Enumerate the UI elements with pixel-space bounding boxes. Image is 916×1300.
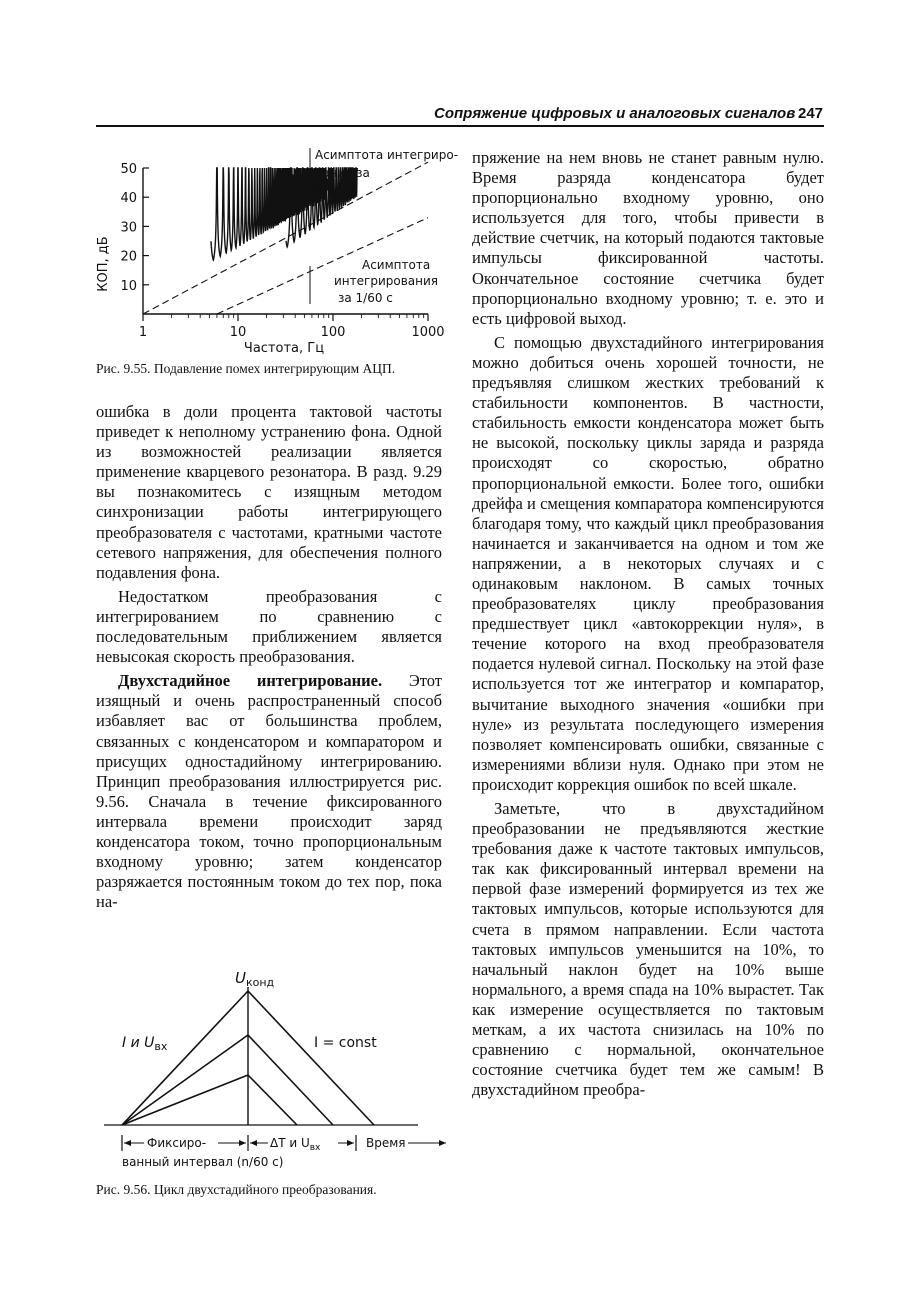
label-fixed-line-1: Фиксиро- (147, 1136, 207, 1150)
x-tick-label: 10 (229, 325, 247, 340)
x-tick-label: 1 (138, 325, 148, 340)
annotation-bottom-line-3: за 1/60 с (338, 291, 393, 305)
discharge-ramp-high (248, 991, 374, 1125)
label-fixed-line-2: ванный интервал (n/60 с) (122, 1155, 284, 1169)
right-column (472, 148, 824, 1100)
label-delta-t: ΔT и $U_{вх}$ (270, 1136, 321, 1153)
left-column (96, 402, 442, 912)
y-axis-label: КОП, дБ (96, 236, 111, 292)
figure-9-55-caption: Рис. 9.55. Подавление помех интегрирующим АЦП. (96, 361, 396, 376)
annotation-top-line-1: Асимптота интегриро- (315, 148, 458, 162)
figure-9-55-chart (88, 138, 458, 360)
running-header-title: Сопряжение цифровых и аналоговых сигналов (434, 105, 796, 122)
discharge-ramp-low (248, 1075, 297, 1125)
section-run-in-heading: Двухстадийное интегрирование. (118, 671, 383, 691)
x-axis-label: Частота, Гц (243, 341, 325, 356)
left-paragraph-3-body: Этот изящный и очень распространенный способ избавляет вас от большинства проблем, связанных с конденсатором и компаратором и присущих одностадийному интегрированию. Принцип преобразования иллюстрируется рис. 9.56. Сначала в течение фиксированного интервала времени происходит заряд конденсатора током, точно пропорциональным входному уровню; затем конденсатор разряжается постоянным током до тех пор, пока на- (96, 671, 442, 912)
annotation-bottom-line-1: Асимптота (362, 258, 431, 272)
y-tick-label: 10 (120, 278, 137, 294)
y-tick-label: 20 (120, 249, 137, 265)
x-ticks (139, 314, 445, 340)
left-paragraph-3 (96, 671, 442, 912)
annotation-bottom-line-2: интегрирования (334, 274, 438, 288)
figure-9-56-caption: Рис. 9.56. Цикл двухстадийного преобразования. (96, 1182, 377, 1197)
label-i-const: I = const (314, 1035, 377, 1051)
charge-ramp-high (122, 991, 248, 1125)
axis-label-u: $U_{конд}$ (235, 969, 275, 989)
right-paragraph-1: пряжение на нем вновь не станет равным нулю. Время разряда конденсатора будет пропорционально входному уровню, оно используется для того, чтобы привести в действие счетчик, на который подаются тактовые импульсы фиксированной частоты. Окончательное состояние счетчика будет пропорционально входному уровню; т. е. это и есть цифровой выход. (472, 148, 824, 328)
left-paragraph-1: ошибка в доли процента тактовой частоты приведет к неполному устранению фона. Одной из возможностей реализации является применение кварцевого резонатора. В разд. 9.29 вы познакомитесь с изящным методом синхронизации работы интегрирующего преобразователя с частотами, кратными частоте сетевого напряжения, для обеспечения полного подавления фона. (96, 402, 442, 582)
y-tick-label: 50 (120, 162, 137, 177)
label-i-and-uin: I и $U_{вх}$ (122, 1035, 168, 1053)
figure-9-56-diagram (100, 955, 460, 1180)
y-tick-label: 30 (120, 220, 137, 236)
annotation-top-line-3: 1/10 с (315, 184, 353, 198)
y-ticks (120, 162, 149, 294)
label-time: Время (366, 1136, 406, 1150)
page-number: 247 (798, 105, 824, 122)
header-rule (96, 125, 824, 127)
right-paragraph-2: С помощью двухстадийного интегрирования можно добиться очень хорошей точности, не предъявляя слишком жестких требований к стабильности компонентов. В частности, стабильность емкости конденсатора может быть не высокой, поскольку циклы заряда и разряда происходят со скоростью, обратно пропорциональной емкости. Более того, ошибки дрейфа и смещения компаратора компенсируются благодаря тому, что каждый цикл преобразования начинается и заканчивается на одном и том же напряжении, а в некоторых случаях и с одинаковым наклоном. В самых точных преобразователях циклу преобразования предшествует цикл «автокоррекции нуля», в течение которого на вход преобразователя подается нулевой сигнал. Поскольку на этой фазе используется тот же интегратор и компаратор, вычитание выходного значения «ошибки при нуле» из результата последующего измерения позволяет компенсировать ошибки, связанные с измерениями вблизи нуля. Однако при этом не происходит коррекция ошибок по всей шкале. (472, 332, 824, 794)
x-tick-label: 1000 (411, 325, 445, 340)
x-tick-label: 100 (320, 325, 346, 340)
y-tick-label: 40 (120, 191, 137, 207)
left-paragraph-2: Недостатком преобразования с интегрированием по сравнению с последовательным приближением является невысокая скорость преобразования. (96, 586, 442, 667)
annotation-top-line-2: вания за (315, 166, 370, 180)
right-paragraph-3: Заметьте, что в двухстадийном преобразовании не предъявляются жесткие требования даже к частоте тактовых импульсов, так как фиксированный интервал времени на первой фазе измерений формируется из тех же тактовых импульсов, которые используются для счета в прямом направлении. Если частота тактовых импульсов уменьшится на 10%, то начальный наклон будет на 10% выше нормального, а время спада на 10% вырастет. Так как измерение осуществляется по тактовым меткам, а их частота снизилась на 10% по сравнению с нормальной, окончательное состояние счетчика будет тем же самым! В двухстадийном преобра- (472, 799, 824, 1100)
charge-ramp-low (122, 1075, 248, 1125)
